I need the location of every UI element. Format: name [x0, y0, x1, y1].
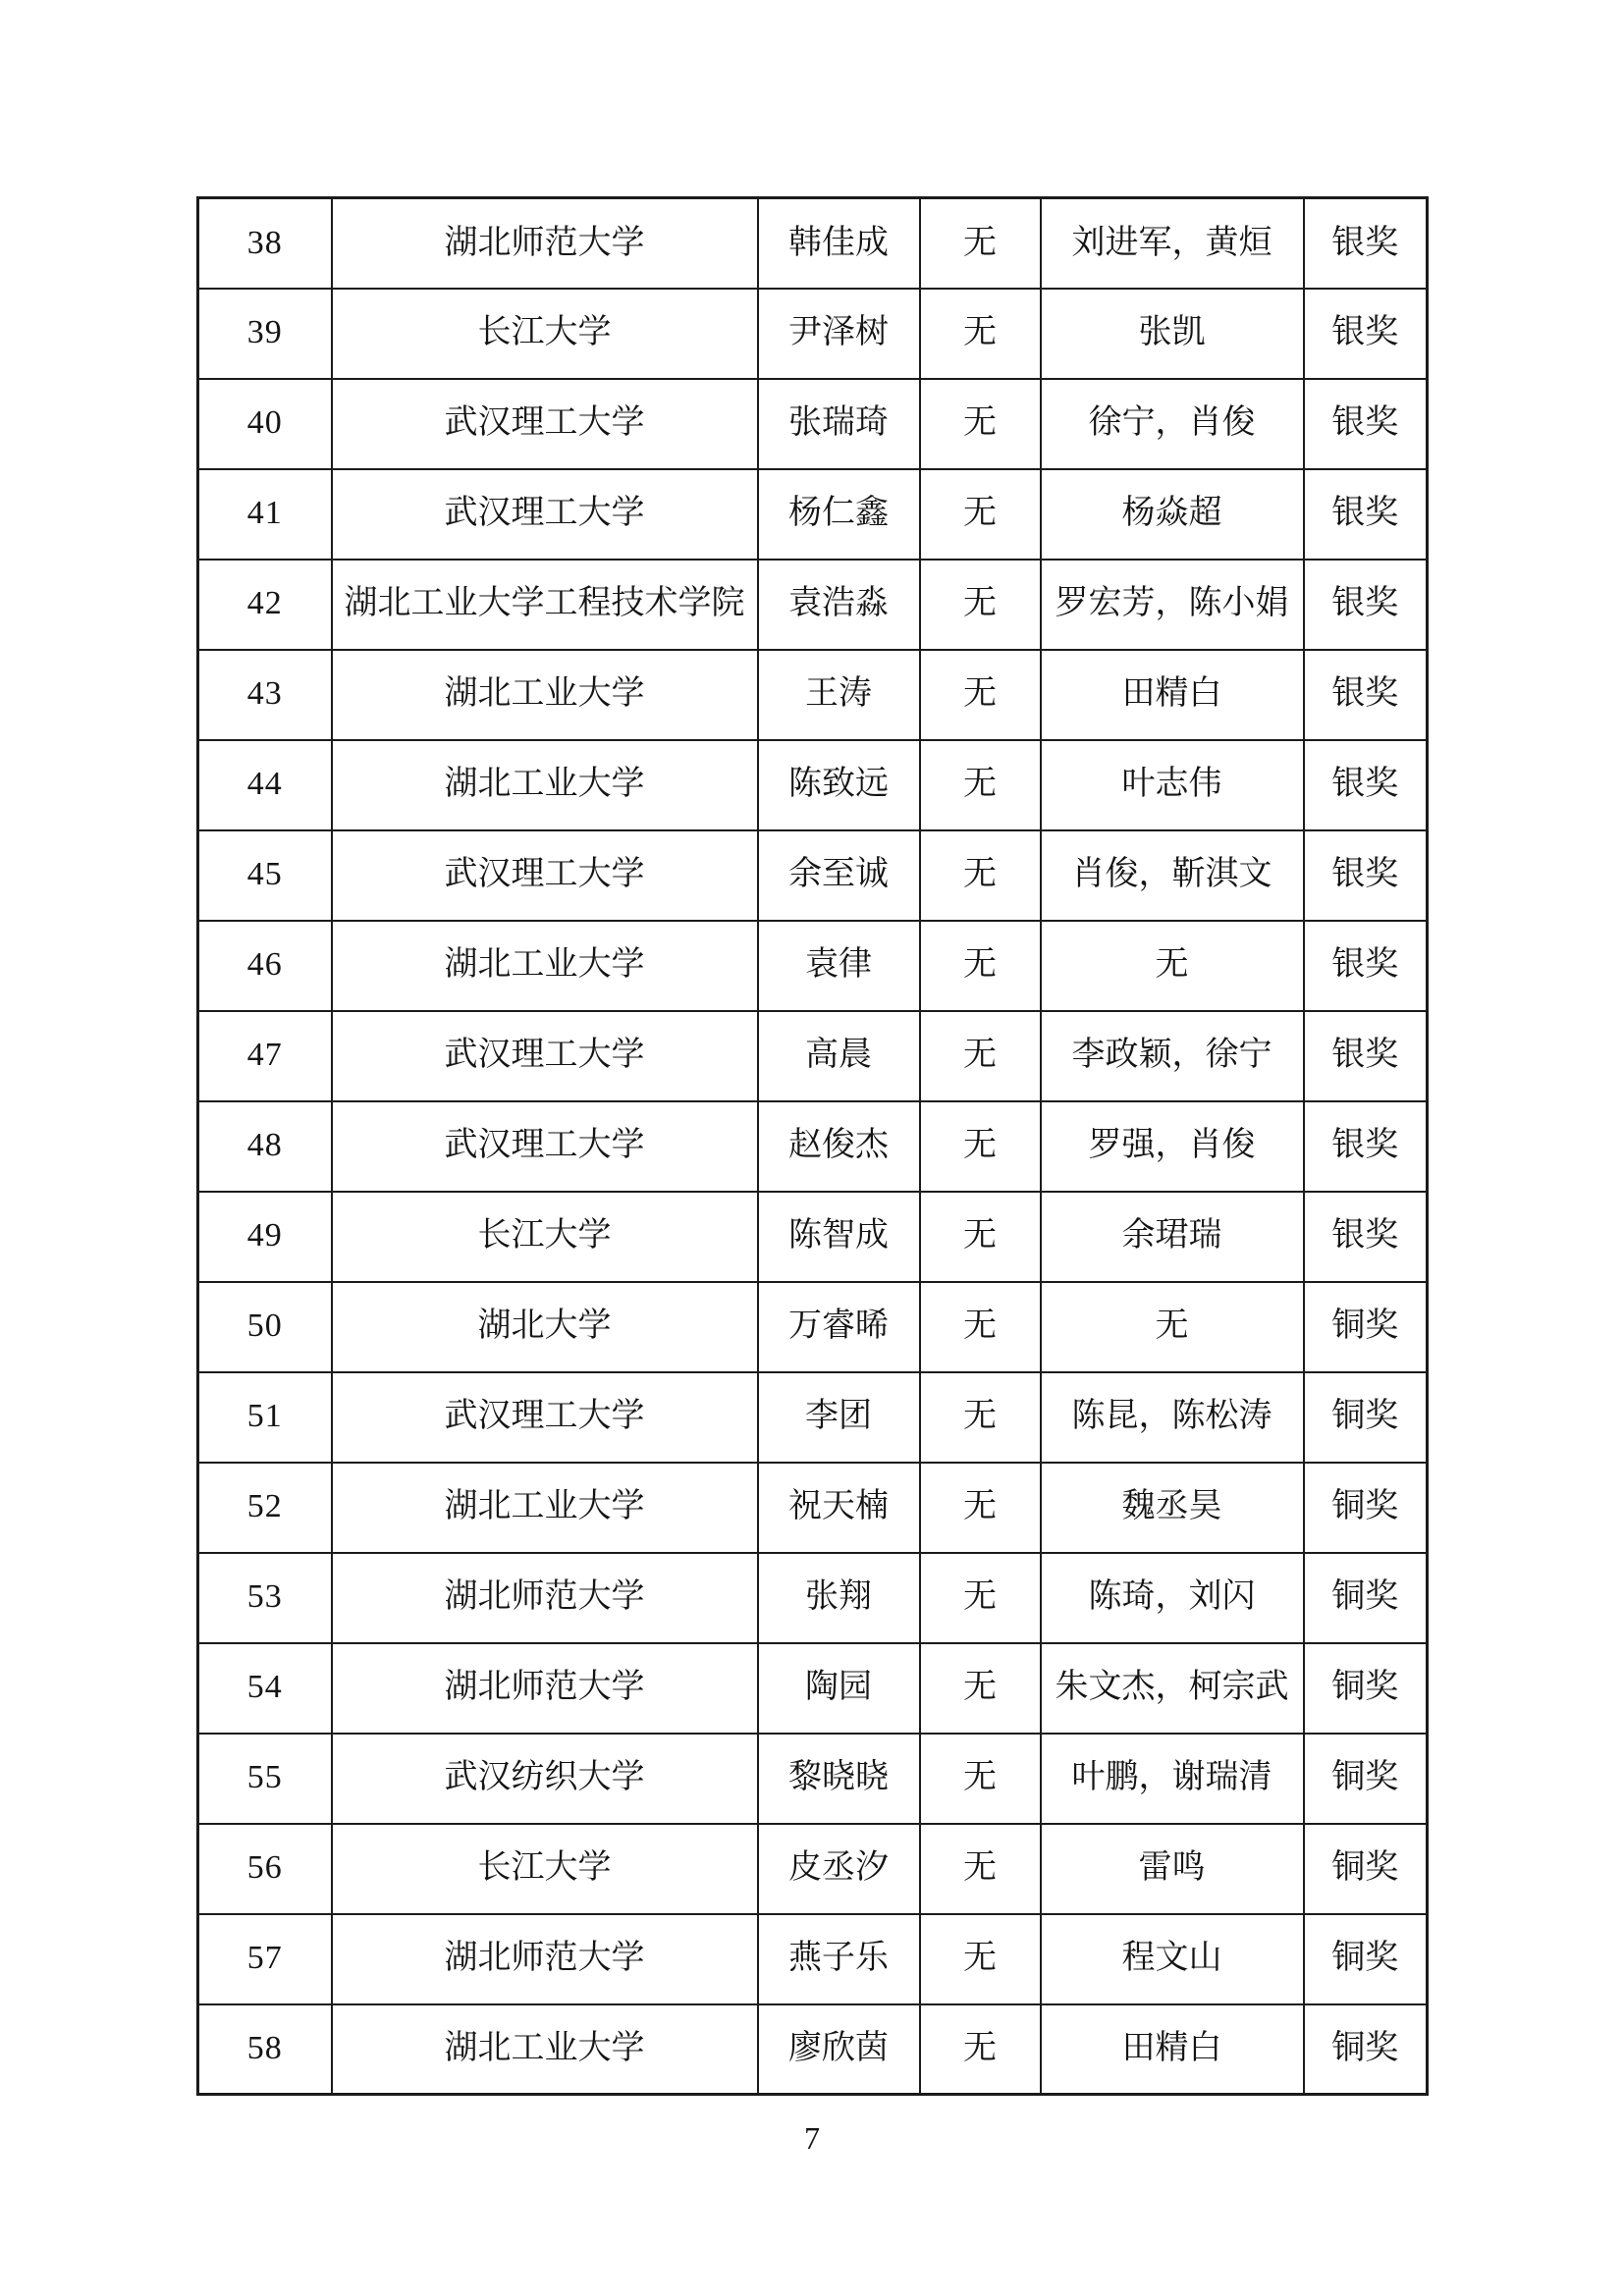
table-row: [198, 1734, 1428, 1824]
table-cell-none-field: 无: [920, 2004, 1041, 2095]
table-cell-no: 53: [198, 1553, 332, 1643]
table-cell-advisors: 魏丞昊: [1041, 1463, 1304, 1553]
table-row: [198, 740, 1428, 830]
table-cell-student: 袁浩淼: [758, 560, 920, 650]
table-cell-none-field: 无: [920, 1914, 1041, 2004]
table-cell-advisors: 程文山: [1041, 1914, 1304, 2004]
table-cell-no: 40: [198, 379, 332, 469]
table-cell-no: 41: [198, 469, 332, 560]
table-row: [198, 379, 1428, 469]
table-cell-university: 武汉纺织大学: [332, 1734, 758, 1824]
table-cell-no: 47: [198, 1011, 332, 1101]
table-cell-student: 黎晓晓: [758, 1734, 920, 1824]
table-row: [198, 1824, 1428, 1914]
table-cell-no: 46: [198, 921, 332, 1011]
table-cell-none-field: 无: [920, 1372, 1041, 1463]
table-cell-university: 武汉理工大学: [332, 1011, 758, 1101]
table-cell-award: 铜奖: [1304, 1734, 1428, 1824]
table-cell-none-field: 无: [920, 1643, 1041, 1734]
table-cell-university: 武汉理工大学: [332, 379, 758, 469]
awards-table: [196, 196, 1429, 2096]
table-cell-advisors: 徐宁，肖俊: [1041, 379, 1304, 469]
table-cell-student: 赵俊杰: [758, 1101, 920, 1192]
table-cell-none-field: 无: [920, 1553, 1041, 1643]
table-cell-student: 万睿晞: [758, 1282, 920, 1372]
table-cell-no: 42: [198, 560, 332, 650]
table-cell-university: 湖北大学: [332, 1282, 758, 1372]
table-cell-award: 银奖: [1304, 1192, 1428, 1282]
table-cell-university: 长江大学: [332, 1824, 758, 1914]
table-row: [198, 1553, 1428, 1643]
page-number: 7: [804, 2120, 820, 2156]
table-cell-no: 56: [198, 1824, 332, 1914]
table-cell-award: 铜奖: [1304, 2004, 1428, 2095]
table-cell-advisors: 陈琦，刘闪: [1041, 1553, 1304, 1643]
table-row: [198, 1914, 1428, 2004]
table-cell-none-field: 无: [920, 1011, 1041, 1101]
table-cell-university: 湖北工业大学: [332, 921, 758, 1011]
table-cell-none-field: 无: [920, 469, 1041, 560]
table-cell-no: 39: [198, 289, 332, 379]
table-cell-university: 长江大学: [332, 1192, 758, 1282]
table-cell-award: 银奖: [1304, 289, 1428, 379]
table-cell-student: 陈致远: [758, 740, 920, 830]
table-cell-award: 银奖: [1304, 650, 1428, 740]
table-cell-advisors: 无: [1041, 1282, 1304, 1372]
table-cell-student: 燕子乐: [758, 1914, 920, 2004]
table-cell-advisors: 雷鸣: [1041, 1824, 1304, 1914]
table-cell-advisors: 无: [1041, 921, 1304, 1011]
table-row: [198, 289, 1428, 379]
table-cell-none-field: 无: [920, 650, 1041, 740]
table-cell-award: 铜奖: [1304, 1372, 1428, 1463]
table-cell-advisors: 叶鹏，谢瑞清: [1041, 1734, 1304, 1824]
table-cell-advisors: 田精白: [1041, 2004, 1304, 2095]
table-cell-award: 银奖: [1304, 560, 1428, 650]
table-cell-none-field: 无: [920, 198, 1041, 289]
table-cell-university: 湖北工业大学: [332, 1463, 758, 1553]
table-cell-student: 高晨: [758, 1011, 920, 1101]
table-cell-advisors: 杨焱超: [1041, 469, 1304, 560]
table-cell-student: 韩佳成: [758, 198, 920, 289]
table-cell-award: 银奖: [1304, 1011, 1428, 1101]
table-row: [198, 650, 1428, 740]
table-cell-university: 湖北师范大学: [332, 1643, 758, 1734]
table-cell-no: 48: [198, 1101, 332, 1192]
table-row: [198, 1643, 1428, 1734]
table-cell-student: 廖欣茵: [758, 2004, 920, 2095]
table-cell-university: 湖北工业大学: [332, 2004, 758, 2095]
table-cell-student: 余至诚: [758, 830, 920, 921]
table-cell-none-field: 无: [920, 379, 1041, 469]
table-cell-student: 张翔: [758, 1553, 920, 1643]
table-cell-no: 49: [198, 1192, 332, 1282]
table-cell-no: 45: [198, 830, 332, 921]
table-cell-award: 铜奖: [1304, 1914, 1428, 2004]
table-cell-student: 陶园: [758, 1643, 920, 1734]
table-cell-advisors: 肖俊，靳淇文: [1041, 830, 1304, 921]
table-cell-no: 44: [198, 740, 332, 830]
table-row: [198, 198, 1428, 289]
table-cell-no: 43: [198, 650, 332, 740]
table-cell-university: 武汉理工大学: [332, 1372, 758, 1463]
table-cell-advisors: 刘进军，黄烜: [1041, 198, 1304, 289]
table-cell-advisors: 张凯: [1041, 289, 1304, 379]
table-row: [198, 2004, 1428, 2095]
table-cell-award: 铜奖: [1304, 1553, 1428, 1643]
table-cell-student: 张瑞琦: [758, 379, 920, 469]
table-cell-university: 湖北师范大学: [332, 1553, 758, 1643]
table-cell-student: 袁律: [758, 921, 920, 1011]
table-cell-award: 银奖: [1304, 921, 1428, 1011]
table-row: [198, 830, 1428, 921]
table-cell-advisors: 余珺瑞: [1041, 1192, 1304, 1282]
table-row: [198, 469, 1428, 560]
table-cell-student: 李团: [758, 1372, 920, 1463]
table-cell-award: 铜奖: [1304, 1643, 1428, 1734]
table-cell-no: 52: [198, 1463, 332, 1553]
table-cell-advisors: 罗强，肖俊: [1041, 1101, 1304, 1192]
table-row: [198, 1192, 1428, 1282]
table-cell-award: 银奖: [1304, 379, 1428, 469]
table-cell-award: 铜奖: [1304, 1282, 1428, 1372]
table-cell-none-field: 无: [920, 560, 1041, 650]
table-cell-advisors: 朱文杰，柯宗武: [1041, 1643, 1304, 1734]
table-cell-none-field: 无: [920, 921, 1041, 1011]
table-cell-none-field: 无: [920, 1734, 1041, 1824]
table-cell-no: 38: [198, 198, 332, 289]
table-cell-none-field: 无: [920, 1282, 1041, 1372]
table-cell-university: 武汉理工大学: [332, 469, 758, 560]
table-row: [198, 1282, 1428, 1372]
table-cell-advisors: 罗宏芳，陈小娟: [1041, 560, 1304, 650]
table-cell-student: 陈智成: [758, 1192, 920, 1282]
table-cell-none-field: 无: [920, 830, 1041, 921]
table-cell-no: 55: [198, 1734, 332, 1824]
table-row: [198, 560, 1428, 650]
table-cell-award: 铜奖: [1304, 1463, 1428, 1553]
table-cell-award: 银奖: [1304, 469, 1428, 560]
table-cell-university: 湖北工业大学: [332, 740, 758, 830]
table-cell-university: 武汉理工大学: [332, 1101, 758, 1192]
table-cell-none-field: 无: [920, 1463, 1041, 1553]
table-cell-award: 银奖: [1304, 1101, 1428, 1192]
table-cell-none-field: 无: [920, 740, 1041, 830]
table-cell-advisors: 李政颖，徐宁: [1041, 1011, 1304, 1101]
table-cell-no: 57: [198, 1914, 332, 2004]
table-cell-no: 51: [198, 1372, 332, 1463]
table-cell-university: 湖北工业大学: [332, 650, 758, 740]
table-row: [198, 1011, 1428, 1101]
table-cell-none-field: 无: [920, 1824, 1041, 1914]
awards-table-body: [198, 198, 1428, 2095]
table-cell-award: 银奖: [1304, 830, 1428, 921]
table-cell-none-field: 无: [920, 1101, 1041, 1192]
table-cell-none-field: 无: [920, 289, 1041, 379]
table-cell-student: 杨仁鑫: [758, 469, 920, 560]
table-cell-student: 皮丞汐: [758, 1824, 920, 1914]
table-cell-university: 湖北工业大学工程技术学院: [332, 560, 758, 650]
table-row: [198, 921, 1428, 1011]
table-cell-university: 湖北师范大学: [332, 1914, 758, 2004]
table-cell-award: 银奖: [1304, 198, 1428, 289]
table-cell-no: 58: [198, 2004, 332, 2095]
table-row: [198, 1463, 1428, 1553]
table-cell-university: 武汉理工大学: [332, 830, 758, 921]
table-cell-student: 祝天楠: [758, 1463, 920, 1553]
table-cell-student: 尹泽树: [758, 289, 920, 379]
table-cell-student: 王涛: [758, 650, 920, 740]
table-cell-university: 长江大学: [332, 289, 758, 379]
table-cell-none-field: 无: [920, 1192, 1041, 1282]
table-cell-award: 铜奖: [1304, 1824, 1428, 1914]
table-cell-advisors: 陈昆，陈松涛: [1041, 1372, 1304, 1463]
table-cell-award: 银奖: [1304, 740, 1428, 830]
table-cell-no: 54: [198, 1643, 332, 1734]
table-cell-no: 50: [198, 1282, 332, 1372]
table-cell-university: 湖北师范大学: [332, 198, 758, 289]
table-cell-advisors: 叶志伟: [1041, 740, 1304, 830]
table-cell-advisors: 田精白: [1041, 650, 1304, 740]
table-row: [198, 1101, 1428, 1192]
table-row: [198, 1372, 1428, 1463]
